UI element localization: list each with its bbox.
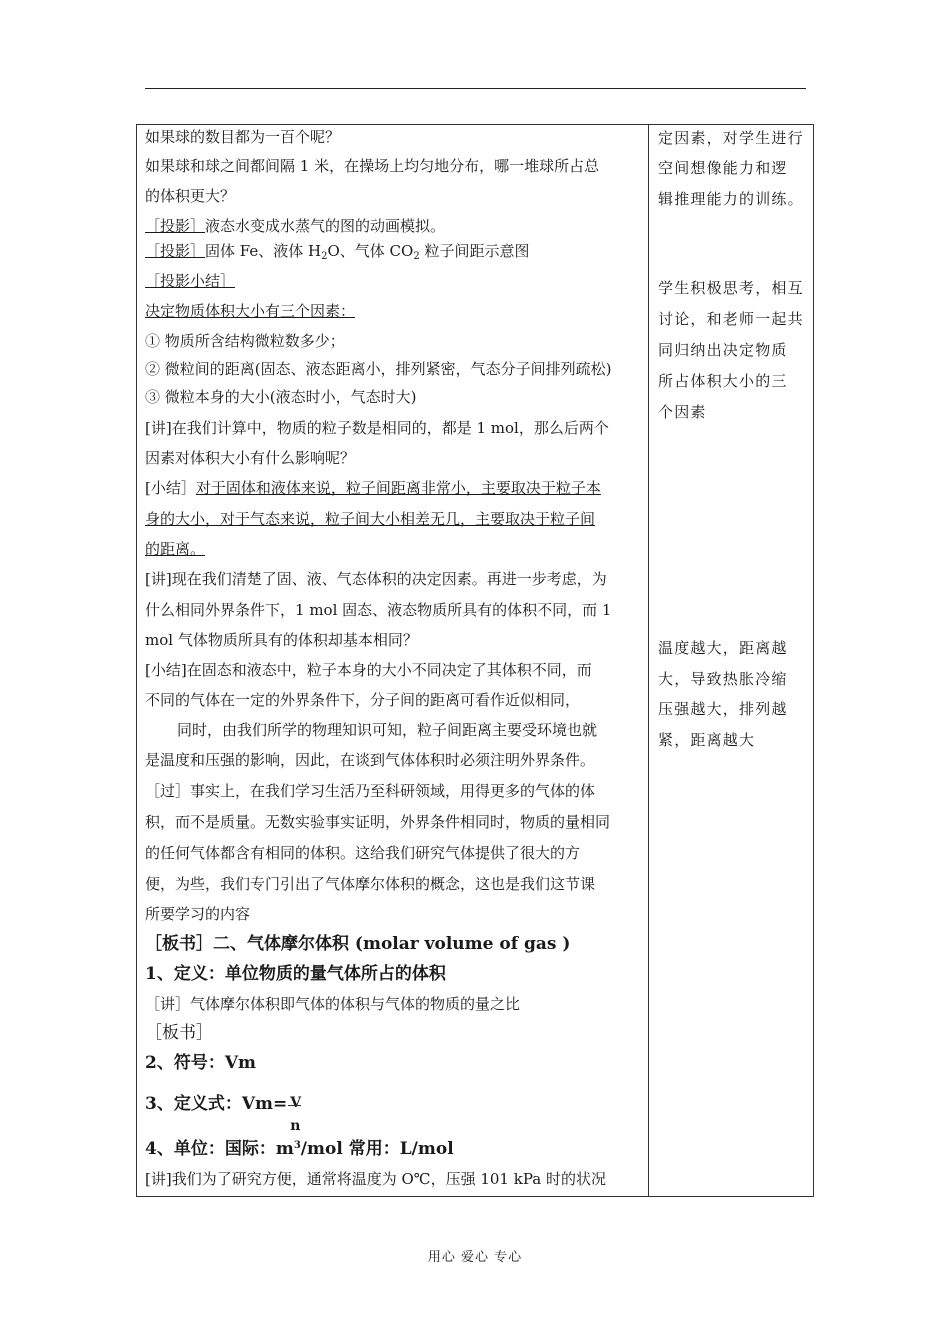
lecture-text: 现在我们清楚了固、液、气态体积的决定因素。再进一步考虑，为 (171, 570, 607, 588)
factor-item: ① 物质所含结构微粒数多少； (145, 332, 345, 350)
subscript: 2 (321, 251, 328, 262)
header-rule (145, 88, 806, 89)
note-line: 紧，距离越大 (658, 731, 756, 749)
transition-tag: ［过］ (145, 782, 191, 800)
text-line: 因素对体积大小有什么影响呢？ (145, 449, 356, 467)
summary-line (145, 659, 592, 681)
text-line: 的体积更大？ (145, 187, 236, 205)
text-line: 的任何气体都含有相同的体积。这给我们研究气体提供了很大的方 (145, 844, 581, 862)
note-line: 所占体积大小的三 (658, 372, 788, 390)
note-line: 辑推理能力的训练。 (658, 190, 804, 208)
denominator: n (290, 1117, 301, 1134)
formula (145, 1084, 303, 1134)
lecture-line (145, 568, 607, 590)
projection-line-2 (145, 240, 529, 262)
summary-line (145, 477, 601, 499)
projection-text: 液态水变成水蒸气的图的动画模拟。 (205, 217, 446, 235)
note-line: 大，导致热胀冷缩 (658, 670, 788, 688)
summary-tag: [小结］ (145, 479, 196, 497)
factors-heading: 决定物质体积大小有三个因素： (145, 302, 356, 320)
lecture-line (145, 1168, 606, 1190)
summary-tag: [小结] (145, 661, 187, 679)
lecture-tag: ［讲］ (145, 995, 191, 1013)
text-line: 是温度和压强的影响，因此，在谈到气体体积时必须注明外界条件。 (145, 751, 596, 769)
lecture-tag: [讲] (145, 419, 172, 437)
subscript: 2 (413, 251, 420, 262)
factor-item: ② 微粒间的距离(固态、液态距离小，排列紧密，气态分子间排列疏松) (145, 360, 612, 378)
projection-text: 粒子间距示意图 (419, 242, 530, 260)
summary-text: 身的大小，对于气态来说，粒子间大小相差无几，主要取决于粒子间 (145, 510, 596, 528)
numerator: V (290, 1094, 302, 1111)
transition-line (145, 780, 595, 802)
lecture-text: 在我们计算中，物质的粒子数是相同的，都是 1 mol，那么后两个 (171, 419, 609, 437)
unit-text: /mol 常用：L/mol (300, 1139, 454, 1159)
board-tag: ［板书］ (145, 1023, 213, 1043)
text-line: 不同的气体在一定的外界条件下，分子间的距离可看作近似相同， (145, 691, 581, 709)
note-line: 个因素 (658, 403, 707, 421)
column-divider (648, 124, 649, 1197)
superscript: 3 (293, 1140, 301, 1151)
lecture-text: 气体摩尔体积即气体的体积与气体的物质的量之比 (190, 995, 521, 1013)
text-line: 如果球和球之间都间隔 1 米，在操场上均匀地分布，哪一堆球所占总 (145, 157, 600, 175)
lecture-line (145, 993, 520, 1015)
factor-item: ③ 微粒本身的大小(液态时小，气态时大) (145, 388, 417, 406)
projection-summary-tag: ［投影小结］ (145, 272, 236, 290)
projection-text: O、气体 CO (327, 242, 414, 260)
symbol: 2、符号：Vm (145, 1053, 257, 1073)
projection-tag: ［投影］ (145, 242, 206, 260)
lecture-tag: [讲] (145, 1170, 172, 1188)
lecture-tag: [讲] (145, 570, 172, 588)
summary-text: 对于固体和液体来说，粒子间距离非常小，主要取决于粒子本 (195, 479, 601, 497)
note-line: 温度越大，距离越 (658, 639, 788, 657)
projection-text: 固体 Fe、液体 H (205, 242, 322, 260)
formula-prefix: 3、定义式：Vm= (145, 1094, 288, 1114)
text-line: 积，而不是质量。无数实验事实证明，外界条件相同时，物质的量相同 (145, 813, 611, 831)
note-line: 定因素，对学生进行 (658, 129, 804, 147)
note-line: 空间想像能力和逻 (658, 159, 788, 177)
note-line: 压强越大，排列越 (658, 700, 788, 718)
unit-text: 4、单位：国际：m (145, 1139, 294, 1159)
lecture-line (145, 417, 609, 439)
note-line: 同归纳出决定物质 (658, 341, 788, 359)
text-line: 同时，由我们所学的物理知识可知，粒子间距离主要受环境也就 (177, 721, 598, 739)
board-heading (145, 933, 570, 955)
board-tag: ［板书］ (145, 934, 213, 954)
summary-text: 的距离。 (145, 540, 206, 558)
fraction (287, 1085, 303, 1134)
text-line: mol 气体物质所具有的体积却基本相同？ (145, 631, 418, 649)
unit (145, 1138, 454, 1160)
board-heading-text: 二、气体摩尔体积 (molar volume of gas ) (213, 934, 571, 954)
projection-line (145, 215, 445, 237)
note-line: 学生积极思考，相互 (658, 279, 804, 297)
definition: 1、定义：单位物质的量气体所占的体积 (145, 964, 446, 984)
text-line: 什么相同外界条件下，1 mol 固态、液态物质所具有的体积不同，而 1 (145, 601, 612, 619)
transition-text: 事实上，在我们学习生活乃至科研领域，用得更多的气体的体 (190, 782, 596, 800)
projection-tag: ［投影］ (145, 217, 206, 235)
summary-text: 在固态和液态中，粒子本身的大小不同决定了其体积不同，而 (186, 661, 592, 679)
text-line: 便，为些，我们专门引出了气体摩尔体积的概念，这也是我们这节课 (145, 875, 596, 893)
lecture-text: 我们为了研究方便，通常将温度为 O℃，压强 101 kPa 时的状况 (171, 1170, 606, 1188)
text-line: 所要学习的内容 (145, 905, 251, 923)
note-line: 讨论，和老师一起共 (658, 310, 804, 328)
page-footer: 用心 爱心 专心 (427, 1250, 523, 1265)
text-line: 如果球的数目都为一百个呢？ (145, 128, 341, 146)
